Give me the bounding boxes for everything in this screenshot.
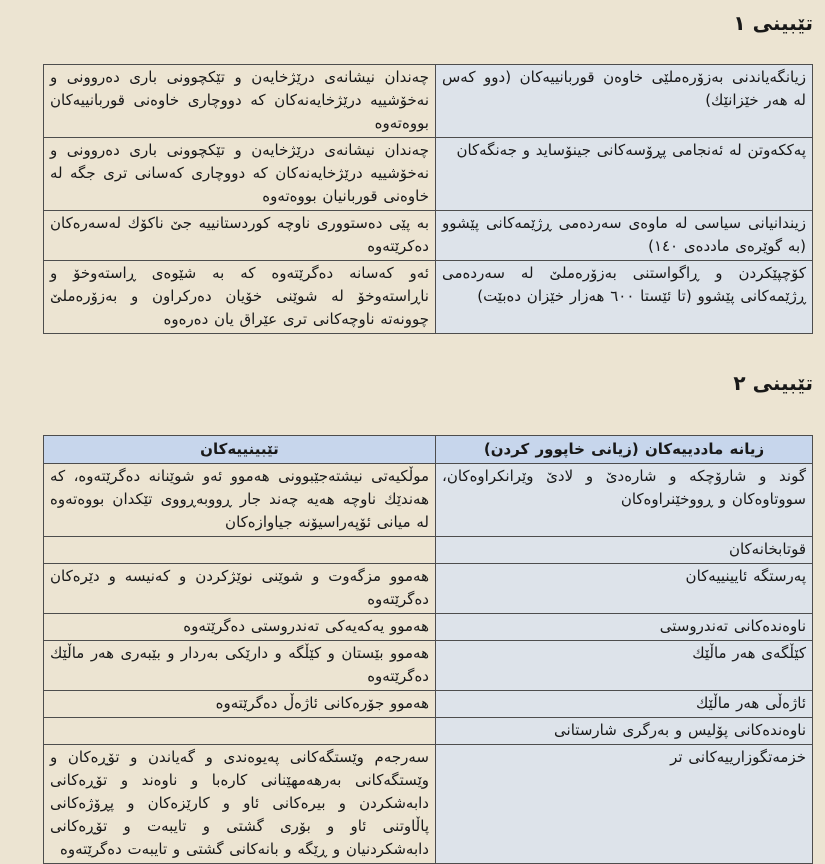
note-cell: ئه‌و كه‌سانه ده‌گرێته‌وه كه به شێوه‌ی ڕاسته‌وخۆ و ناڕاسته‌وخۆ له شوێنی خۆیان ده‌ركراون و به‌زۆره‌ملێ چوونه‌ته ناوچه‌كانی تری عێراق یان ده‌ره‌وه — [44, 261, 436, 334]
table-row — [44, 138, 813, 211]
category-cell: كێڵگه‌ی هه‌ر ماڵێك — [436, 641, 813, 691]
note2-table — [43, 435, 813, 864]
table-row — [44, 564, 813, 614]
note-cell — [44, 718, 436, 745]
table-row — [44, 261, 813, 334]
note-cell: هه‌موو جۆره‌كانی ئاژه‌ڵ ده‌گرێته‌وه — [44, 691, 436, 718]
note-cell: هه‌موو یه‌كه‌یه‌كی ته‌ندروستی ده‌گرێته‌وه — [44, 614, 436, 641]
note-cell: چه‌ندان نیشانه‌ی درێژخایه‌ن و تێكچوونی باری ده‌روونی و نه‌خۆشییه درێژخایه‌نه‌كان كه دووچاری خاوه‌نی قوربانییه‌كان بووه‌ته‌وه — [44, 65, 436, 138]
note-cell: هه‌موو مزگه‌وت و شوێنی نوێژكردن و كه‌نیسه و دێره‌كان ده‌گرێته‌وه — [44, 564, 436, 614]
category-cell: گوند و شارۆچكه و شاره‌دێ و لادێ وێرانكراوه‌كان، سووتاوه‌كان و ڕووخێنراوه‌كان — [436, 464, 813, 537]
table-row — [44, 614, 813, 641]
category-cell: په‌ككه‌وتن له ئه‌نجامی پڕۆسه‌كانی جینۆساید و جه‌نگه‌كان — [436, 138, 813, 211]
note-cell: به پێی ده‌ستووری ناوچه كوردستانییه جێ ناكۆك له‌سه‌ره‌كان ده‌كرێته‌وه — [44, 211, 436, 261]
note-column-header: تێبینییه‌كان — [44, 436, 436, 464]
table-row — [44, 745, 813, 864]
table-row — [44, 537, 813, 564]
category-cell: ئاژه‌ڵی هه‌ر ماڵێك — [436, 691, 813, 718]
category-cell: زیانگه‌یاندنی به‌زۆره‌ملێی خاوه‌ن قوربانییه‌كان (دوو كه‌س له هه‌ر خێزانێك) — [436, 65, 813, 138]
category-column-header: زیانه ماددییه‌كان (زیانی خاپوور كردن) — [436, 436, 813, 464]
table-row — [44, 691, 813, 718]
note-cell: سه‌رجه‌م وێستگه‌كانی په‌یوه‌ندی و گه‌یاندن و تۆڕه‌كان و وێستگه‌كانی به‌رهه‌مهێنانی كاره‌با و ناوه‌ند و تۆڕه‌كانی دابه‌شكردن و بیره‌كانی ئاو و كارێزه‌كان و پڕۆژه‌كانی پاڵاوتنی ئاو و بۆری گشتی و تایبه‌ت و تۆڕه‌كانی دابه‌شكردنیان و ڕێگه و بانه‌كانی گشتی و تایبه‌ت ده‌گرێته‌وه — [44, 745, 436, 864]
table-row — [44, 718, 813, 745]
category-cell: كۆچپێكردن و ڕاگواستنی به‌زۆره‌ملێ له سه‌رده‌می ڕژێمه‌كانی پێشوو (تا ئێستا ٦٠٠ هه‌زار خێزان ده‌بێت) — [436, 261, 813, 334]
table-header-row — [44, 436, 813, 464]
note2-heading: تێبینی ٢ — [733, 371, 813, 395]
table-row — [44, 65, 813, 138]
category-cell: په‌رستگه ئایینییه‌كان — [436, 564, 813, 614]
category-cell: ناوه‌نده‌كانی پۆلیس و به‌رگری شارستانی — [436, 718, 813, 745]
category-cell: ناوه‌نده‌كانی ته‌ندروستی — [436, 614, 813, 641]
note-cell: موڵكیه‌تی نیشته‌جێبوونی هه‌موو ئه‌و شوێنانه ده‌گرێته‌وه، كه هه‌ندێك ناوچه هه‌یه چه‌ند جار ڕووبه‌ڕووی تێكدان بووه‌ته‌وه له میانی ئۆپه‌راسیۆنه جیاوازه‌كان — [44, 464, 436, 537]
table-row — [44, 641, 813, 691]
document-page — [50, 10, 813, 864]
table-row — [44, 464, 813, 537]
note-cell: چه‌ندان نیشانه‌ی درێژخایه‌ن و تێكچوونی باری ده‌روونی و نه‌خۆشییه درێژخایه‌نه‌كان كه دووچاری كه‌سانی تری جگه له خاوه‌نی قوربانیان بووه‌ته‌وه — [44, 138, 436, 211]
note-cell — [44, 537, 436, 564]
table-row — [44, 211, 813, 261]
note-cell: هه‌موو بێستان و كێڵگه و دارێكی به‌ردار و بێبه‌ری هه‌ر ماڵێك ده‌گرێته‌وه — [44, 641, 436, 691]
category-cell: خزمه‌تگوزارییه‌كانی تر — [436, 745, 813, 864]
note1-table — [43, 64, 813, 334]
note1-heading: تێبینی ١ — [733, 11, 813, 35]
category-cell: قوتابخانه‌كان — [436, 537, 813, 564]
document-canvas — [0, 10, 825, 858]
category-cell: زیندانیانی سیاسی له ماوه‌ی سه‌رده‌می ڕژێمه‌كانی پێشوو (به گوێره‌ی مادده‌ی ١٤٠) — [436, 211, 813, 261]
